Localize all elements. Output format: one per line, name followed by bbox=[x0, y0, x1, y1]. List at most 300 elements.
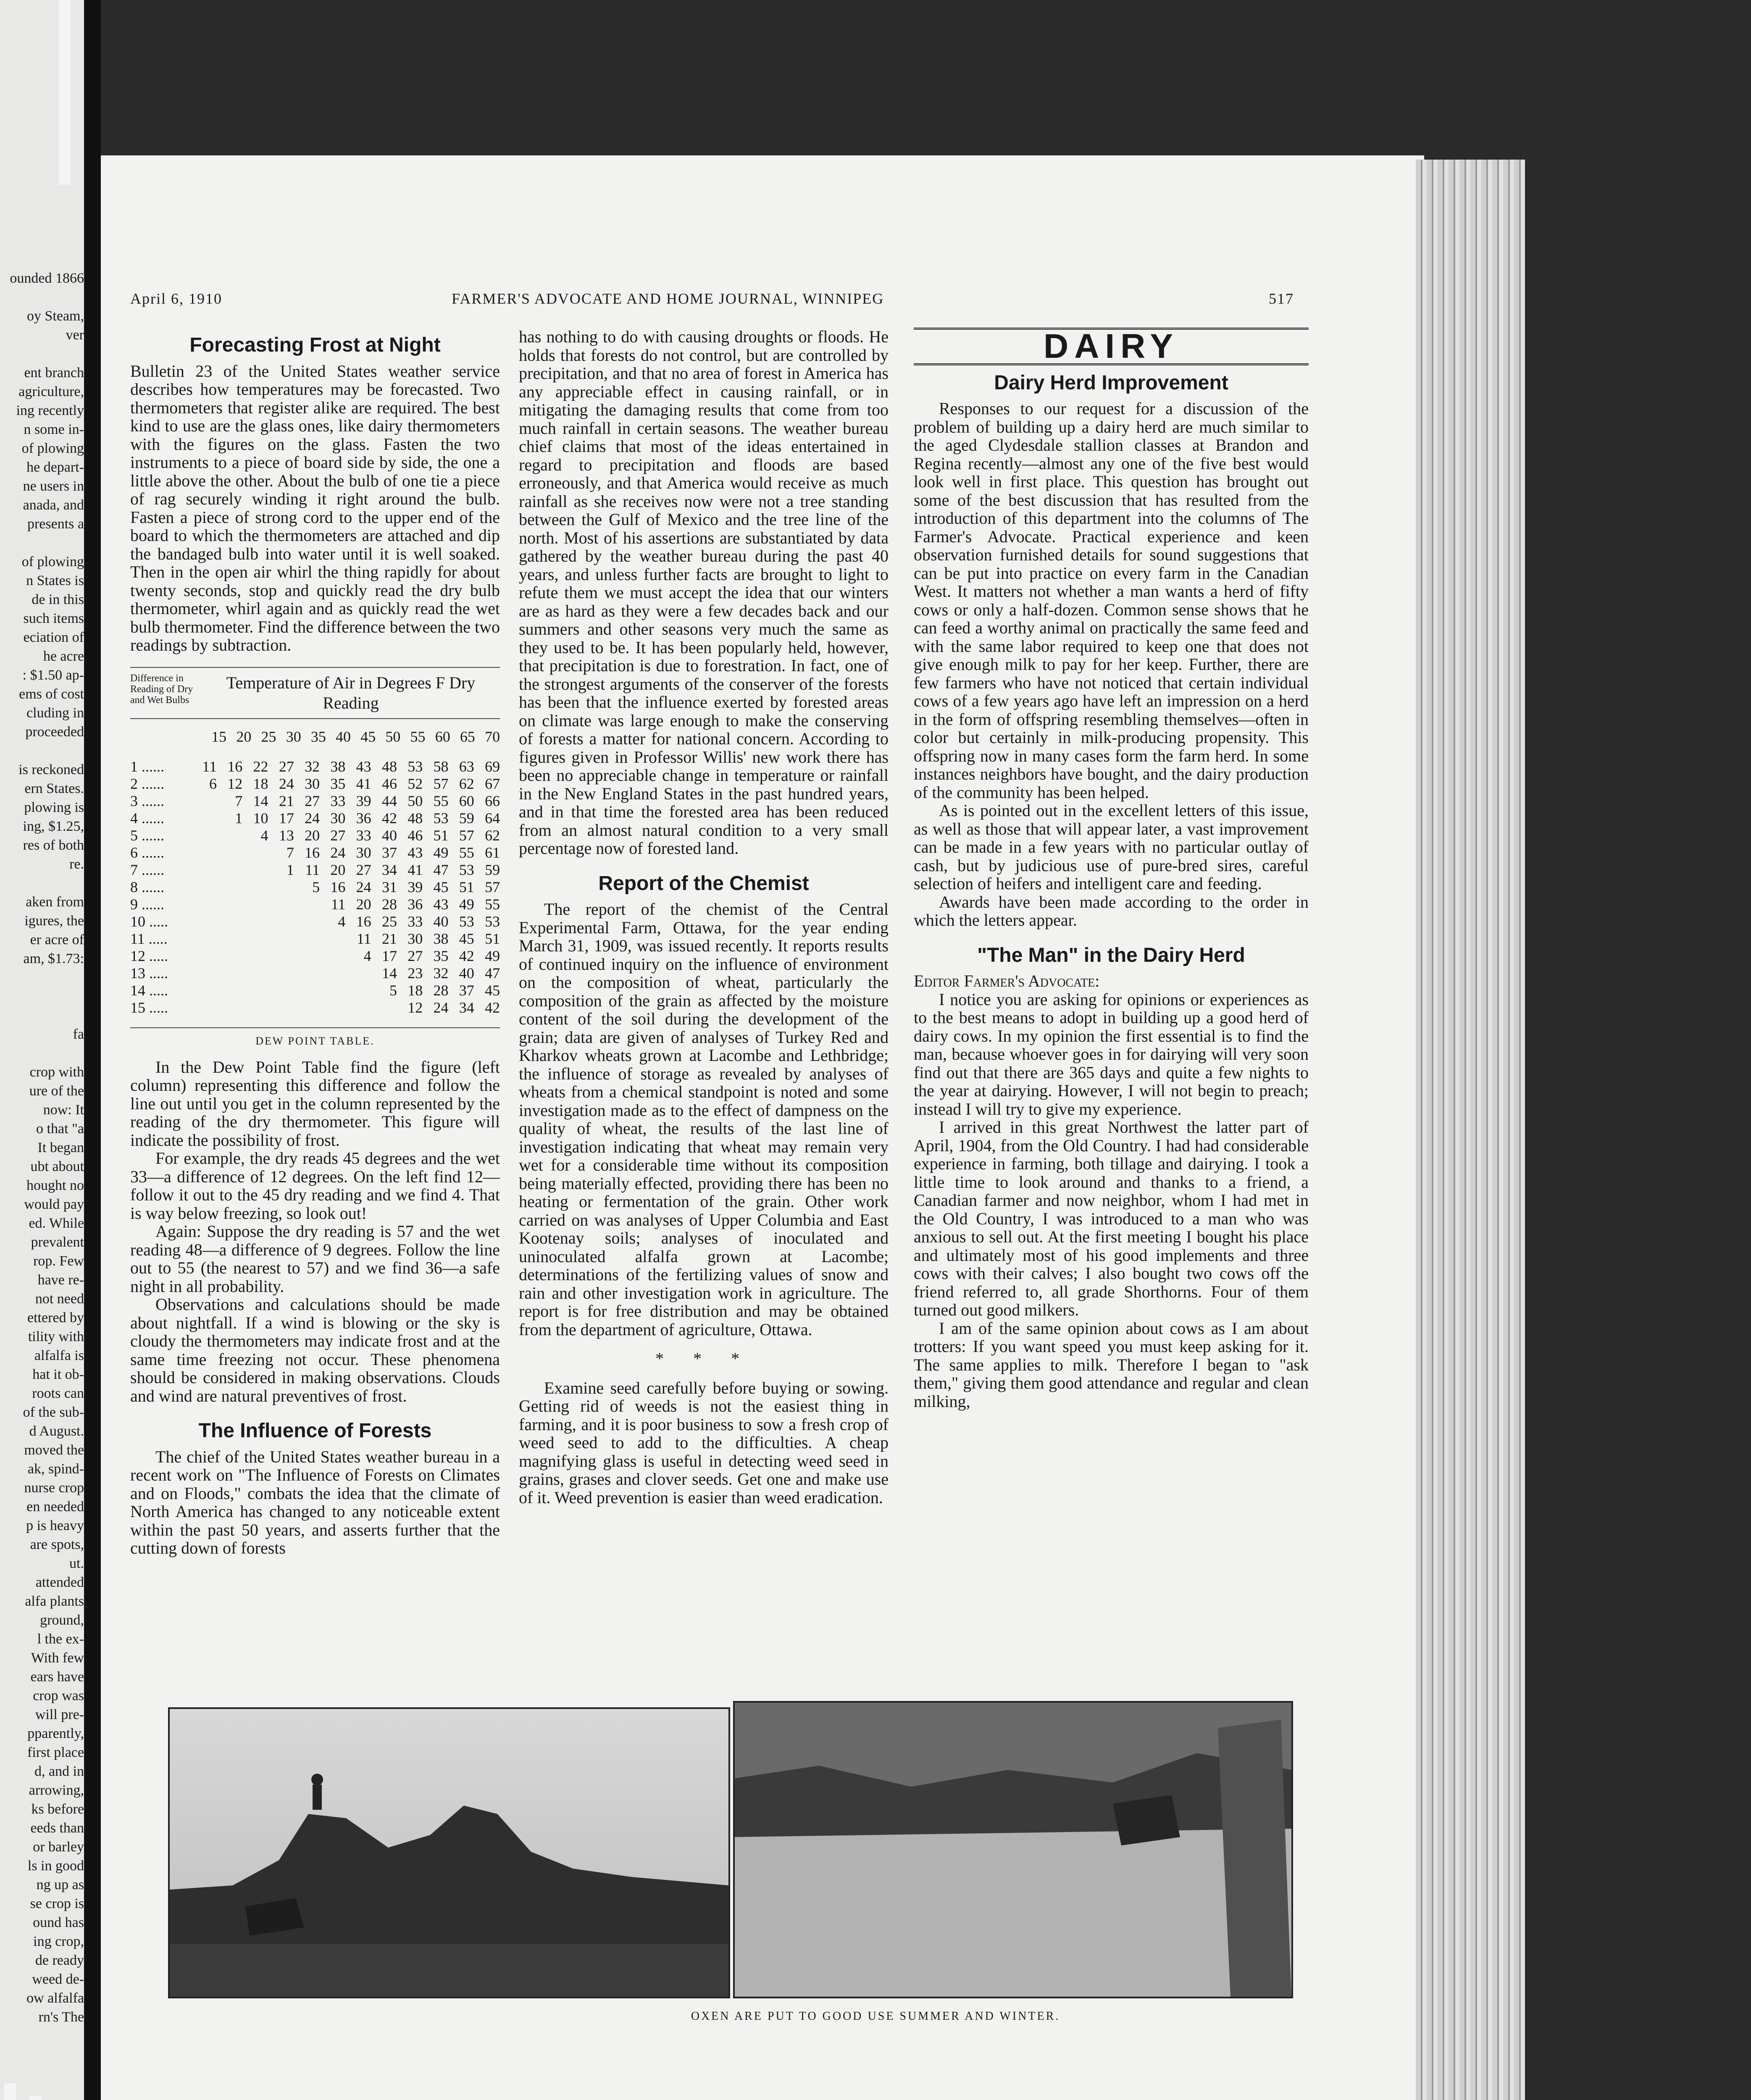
column-2 bbox=[519, 328, 889, 1507]
table-cell bbox=[242, 982, 268, 999]
table-cell: 21 bbox=[279, 792, 294, 809]
table-cell: 22 bbox=[253, 758, 268, 775]
table-cell: 27 bbox=[279, 758, 294, 775]
table-cell bbox=[294, 913, 320, 930]
left-page-line: ks before bbox=[31, 1801, 84, 1817]
table-cell bbox=[242, 913, 268, 930]
table-cell bbox=[268, 965, 294, 982]
left-page-line: alfalfa is bbox=[34, 1348, 84, 1363]
table-cell bbox=[371, 999, 397, 1016]
table-cell bbox=[320, 930, 345, 948]
left-page-line: eeds than bbox=[30, 1820, 84, 1836]
table-cell: 20 bbox=[305, 827, 320, 844]
left-page-line: will pre- bbox=[35, 1707, 84, 1722]
left-page-line: are spots, bbox=[30, 1537, 84, 1552]
left-page-line: attended bbox=[35, 1575, 84, 1590]
dew-paragraph: For example, the dry reads 45 degrees and the wet 33—a difference of 12 degrees. On the left find 12—follow it out to the 45 dry reading and we find 4. That is way below freezing, so look out! bbox=[130, 1149, 500, 1223]
left-page-line: would pay bbox=[24, 1197, 84, 1212]
row-label: 7 ...... bbox=[130, 861, 164, 878]
table-cell: 61 bbox=[485, 844, 500, 861]
table-cell: 50 bbox=[408, 792, 423, 809]
left-page-line: ls in good bbox=[27, 1858, 84, 1874]
editor-line: Editor Farmer's Advocate: bbox=[914, 971, 1100, 990]
left-page-line: roots can bbox=[32, 1386, 84, 1401]
table-row bbox=[130, 827, 500, 844]
table-cell bbox=[242, 948, 268, 965]
left-page-line: pparently, bbox=[27, 1726, 84, 1741]
table-row bbox=[130, 793, 500, 810]
table-cell bbox=[191, 999, 217, 1016]
table-cell: 27 bbox=[408, 947, 423, 964]
row-label: 3 ...... bbox=[130, 792, 164, 809]
table-cell bbox=[191, 948, 217, 965]
table-cell: 12 bbox=[227, 775, 243, 792]
scan-bar bbox=[4, 2083, 16, 2100]
table-cell: 47 bbox=[433, 861, 449, 878]
table-row bbox=[130, 879, 500, 896]
table-cell: 57 bbox=[433, 775, 449, 792]
table-cell bbox=[217, 896, 242, 913]
row-label: 14 ..... bbox=[130, 982, 168, 999]
left-page-line: crop was bbox=[33, 1688, 84, 1704]
left-page-line: he acre bbox=[43, 648, 84, 664]
left-page-line: anada, and bbox=[23, 497, 84, 513]
page-number: 517 bbox=[1269, 290, 1294, 307]
table-cell: 24 bbox=[305, 809, 320, 827]
table-cell: 69 bbox=[485, 758, 500, 775]
table-cell: 7 bbox=[235, 792, 243, 809]
chemist-paragraph: The report of the chemist of the Central Experimental Farm, Ottawa, for the year ending March 31, 1909, was issued recently. It reports results of continued inquiry on the influence of environment on the composition of wheat, particularly the composition of the grain as affected by the moisture content of the soil during the development of the grain; data are given of analyses of Turkey Red and Kharkov wheats grown at Lacombe and Lethbridge; the influence of storage as revealed by analyses of wheats from a chemical standpoint is noted and some investigation made as to the effect of dampness on the quality of wheat, the results of the last line of investigation indicating that wheat may remain very wet for a considerable time without its composition being materially effected, providing there has been no heating or fermentation of the grain. Other work carried on was analyses of Upper Columbia and East Kootenay soils; analyses of inoculated and uninoculated alfalfa grown at Lacombe; determinations of the fertilizing values of snow and rain and other investigation work in agriculture. The report is for free distribution and may be obtained from the department of agriculture, Ottawa. bbox=[519, 900, 889, 1339]
forests-paragraph: The chief of the United States weather bureau in a recent work on "The Influence of Forests on Climates and on Floods," combats the idea that the climate of North America has changed to any noticeable extent within the past 50 years, and asserts further that the cutting down of forests bbox=[130, 1447, 500, 1557]
table-cell bbox=[242, 965, 268, 982]
table-cell: 53 bbox=[408, 758, 423, 775]
table-cell: 5 bbox=[389, 982, 397, 999]
table-cell: 7 bbox=[286, 844, 294, 861]
table-cell bbox=[268, 982, 294, 999]
left-page-line: am, $1.73: bbox=[23, 951, 84, 966]
table-cell bbox=[242, 930, 268, 948]
left-page-line: ubt about bbox=[30, 1159, 84, 1174]
photo-caption: OXEN ARE PUT TO GOOD USE SUMMER AND WINTER. bbox=[691, 2010, 1060, 2023]
row-label: 11 ..... bbox=[130, 930, 168, 947]
dairy-section-title: DAIRY bbox=[1043, 327, 1179, 365]
herd-paragraph: Awards have been made according to the order in which the letters appear. bbox=[914, 892, 1309, 929]
dew-point-table bbox=[130, 667, 500, 1050]
man-paragraph: I notice you are asking for opinions or experiences as to the best means to adopt in building up a good herd of dairy cows. In my opinion the first essential is to find the man, because whoever goes in for dairying will very soon find out that there are 365 days and quite a few nights to the year at dairying. However, I will not begin to preach; instead I will try to give my experience. bbox=[914, 990, 1309, 1118]
table-cell: 36 bbox=[408, 895, 423, 913]
table-cell: 42 bbox=[381, 809, 397, 827]
table-cell: 32 bbox=[305, 758, 320, 775]
table-row bbox=[130, 965, 500, 982]
table-cell: 45 bbox=[433, 878, 449, 895]
table-cell: 38 bbox=[433, 930, 449, 947]
table-cell bbox=[191, 844, 217, 861]
table-cell: 49 bbox=[459, 895, 474, 913]
table-cell: 58 bbox=[433, 758, 449, 775]
table-cell: 30 bbox=[356, 844, 371, 861]
left-page-line: res of both bbox=[23, 837, 84, 853]
table-cell bbox=[268, 879, 294, 896]
left-page-line: ound has bbox=[33, 1915, 84, 1930]
table-cell: 37 bbox=[459, 982, 474, 999]
table-cell bbox=[345, 999, 371, 1016]
table-cell: 42 bbox=[459, 947, 474, 964]
table-cell: 31 bbox=[381, 878, 397, 895]
table-cell: 27 bbox=[330, 827, 346, 844]
table-cell bbox=[345, 965, 371, 982]
temp-header: Temperature of Air in Degrees F Dry Reading bbox=[226, 673, 476, 712]
left-page-line: ing, $1.25, bbox=[23, 819, 84, 834]
table-cell: 17 bbox=[279, 809, 294, 827]
table-cell bbox=[217, 844, 242, 861]
left-page-line: cluding in bbox=[26, 705, 84, 721]
row-label: 13 ..... bbox=[130, 964, 168, 982]
table-cell: 30 bbox=[330, 809, 346, 827]
left-page-line: ut. bbox=[69, 1556, 84, 1571]
table-cell: 41 bbox=[356, 775, 371, 792]
table-cell: 51 bbox=[485, 930, 500, 947]
table-cell: 33 bbox=[330, 792, 346, 809]
table-cell bbox=[268, 999, 294, 1016]
row-label: 10 ..... bbox=[130, 913, 168, 930]
scan-bar bbox=[29, 2096, 41, 2100]
table-cell: 38 bbox=[330, 758, 346, 775]
left-page-line: crop with bbox=[29, 1064, 84, 1080]
row-label: 9 ...... bbox=[130, 895, 164, 913]
table-cell: 62 bbox=[459, 775, 474, 792]
table-cell: 11 bbox=[356, 930, 371, 947]
table-cell: 51 bbox=[433, 827, 449, 844]
table-cell bbox=[191, 965, 217, 982]
left-page-line: moved the bbox=[24, 1442, 84, 1458]
left-page-line: ground, bbox=[40, 1612, 84, 1628]
table-cell: 35 bbox=[433, 947, 449, 964]
table-body bbox=[130, 758, 500, 1016]
table-cell: 30 bbox=[305, 775, 320, 792]
table-row bbox=[130, 948, 500, 965]
table-cell bbox=[320, 982, 345, 999]
table-cell: 48 bbox=[381, 758, 397, 775]
table-cell: 28 bbox=[381, 895, 397, 913]
left-page-line: nurse crop bbox=[24, 1480, 84, 1496]
table-cell: 55 bbox=[459, 844, 474, 861]
table-cell bbox=[191, 913, 217, 930]
left-page-line: ounded 1866 bbox=[10, 270, 84, 286]
table-cell: 23 bbox=[408, 964, 423, 982]
left-page-line: p is heavy bbox=[26, 1518, 84, 1533]
left-page-line: plowing is bbox=[24, 800, 84, 815]
table-cell: 16 bbox=[330, 878, 346, 895]
column-1 bbox=[130, 328, 500, 1557]
oxen-winter-photo bbox=[733, 1701, 1293, 1998]
left-page-line: proceeded bbox=[25, 724, 84, 740]
left-page-line: n some in- bbox=[24, 422, 84, 437]
herd-paragraph: Responses to our request for a discussion of the problem of building up a dairy herd are much similar to the aged Clydesdale stallion classes at Brandon and Regina recently—almost any one of the five best would look well in first place. This question has brought out some of the best discussion that has resulted from the introduction of this department into the columns of The Farmer's Advocate. Practical experience and keen observation furnished details for sound suggestions that can be put into practice on every farm in the Canadian West. It matters not whether a man wants a herd of fifty cows or only a half-dozen. Common sense shows that he can feed a worthy animal on practically the same feed and with the same labor required to keep one that does not give enough milk to pay for her keep. Further, there are few farmers who have not noticed that certain individual cows of a few years ago have left an impression on a herd in the form of offspring resembling themselves—often in color but certainly in milk-producing propensity. This offspring now in many cases form the farm herd. In some instances neighbors have bought, and the dairy production of the community has been helped. bbox=[914, 399, 1309, 802]
temp-heading-cell: 30 bbox=[286, 728, 301, 745]
left-page-line: se crop is bbox=[30, 1896, 84, 1911]
left-page-line: : $1.50 ap- bbox=[22, 667, 84, 683]
scan-bar bbox=[59, 0, 71, 185]
table-cell: 5 bbox=[312, 878, 320, 895]
table-cell: 45 bbox=[459, 930, 474, 947]
table-row bbox=[130, 896, 500, 913]
section-stars: * * * bbox=[655, 1349, 752, 1368]
table-cell: 24 bbox=[356, 878, 371, 895]
table-cell bbox=[217, 982, 242, 999]
table-cell bbox=[217, 913, 242, 930]
temp-heading-cell: 65 bbox=[460, 728, 475, 745]
table-cell bbox=[191, 793, 217, 810]
table-cell: 40 bbox=[459, 964, 474, 982]
table-cell: 59 bbox=[459, 809, 474, 827]
table-cell: 53 bbox=[485, 913, 500, 930]
left-page-line: hat it ob- bbox=[32, 1367, 84, 1382]
table-cell: 53 bbox=[459, 913, 474, 930]
table-cell: 18 bbox=[253, 775, 268, 792]
left-page-line: ent branch bbox=[24, 365, 84, 381]
left-page-line: ng up as bbox=[36, 1877, 84, 1893]
table-cell: 42 bbox=[485, 999, 500, 1016]
left-page-line: de ready bbox=[35, 1953, 84, 1968]
table-cell: 14 bbox=[381, 964, 397, 982]
book-edge bbox=[1416, 160, 1525, 2100]
table-cell: 27 bbox=[305, 792, 320, 809]
table-cell bbox=[217, 965, 242, 982]
left-page-line: of plowing bbox=[21, 554, 84, 570]
table-cell bbox=[294, 982, 320, 999]
table-cell bbox=[345, 982, 371, 999]
table-cell: 20 bbox=[356, 895, 371, 913]
table-row bbox=[130, 861, 500, 879]
table-row bbox=[130, 844, 500, 861]
table-row bbox=[130, 758, 500, 775]
left-page-line: of the sub- bbox=[23, 1404, 84, 1420]
table-cell bbox=[294, 999, 320, 1016]
row-label: 1 ...... bbox=[130, 758, 164, 775]
table-cell: 52 bbox=[408, 775, 423, 792]
table-cell bbox=[320, 999, 345, 1016]
table-cell: 24 bbox=[330, 844, 346, 861]
table-cell bbox=[268, 913, 294, 930]
left-page-line: alfa plants bbox=[25, 1593, 84, 1609]
table-cell: 28 bbox=[433, 982, 449, 999]
left-page-line: With few bbox=[31, 1650, 84, 1666]
temp-heading-cell: 50 bbox=[385, 728, 401, 745]
left-page-line: not need bbox=[35, 1291, 84, 1307]
table-cell: 66 bbox=[485, 792, 500, 809]
table-cell bbox=[217, 999, 242, 1016]
table-cell: 1 bbox=[235, 809, 243, 827]
table-cell bbox=[217, 827, 242, 844]
table-cell bbox=[242, 896, 268, 913]
journal-title: FARMER'S ADVOCATE AND HOME JOURNAL, WINNIPEG bbox=[452, 290, 884, 307]
table-cell: 49 bbox=[433, 844, 449, 861]
left-page-line: have re- bbox=[37, 1272, 84, 1288]
left-page-line: ed. While bbox=[29, 1215, 84, 1231]
table-cell bbox=[268, 948, 294, 965]
left-page-line: ettered by bbox=[27, 1310, 84, 1326]
left-page-line: It began bbox=[37, 1140, 84, 1155]
table-cell: 34 bbox=[381, 861, 397, 878]
man-paragraph: I arrived in this great Northwest the latter part of April, 1904, from the Old Country. I had had considerable experience in farming, both tillage and dairying. I took a little time to look around and thanks to a friend, a Canadian farmer and now neighbor, whom I had met in the Old Country, I was introduced to a man who was anxious to sell out. At the first meeting I bought his place and ultimately most of his good implements and three cows with their calves; I also bought two cows off the friend referred to, all grade Shorthorns. Four of them turned out good milkers. bbox=[914, 1118, 1309, 1319]
table-cell bbox=[191, 827, 217, 844]
left-page-line: ver bbox=[66, 327, 84, 343]
table-cell bbox=[217, 930, 242, 948]
table-cell: 16 bbox=[356, 913, 371, 930]
table-cell: 41 bbox=[408, 861, 423, 878]
table-cell: 4 bbox=[260, 827, 268, 844]
dew-table-caption: DEW POINT TABLE. bbox=[130, 1027, 500, 1050]
left-page-line: or barley bbox=[33, 1839, 84, 1855]
table-cell: 20 bbox=[330, 861, 346, 878]
table-cell: 45 bbox=[485, 982, 500, 999]
temp-heading-cell: 20 bbox=[236, 728, 252, 745]
left-page-line: ne users in bbox=[23, 478, 84, 494]
left-page-line: prevalent bbox=[31, 1234, 84, 1250]
table-cell: 44 bbox=[381, 792, 397, 809]
table-cell: 6 bbox=[209, 775, 217, 792]
dew-paragraph: Again: Suppose the dry reading is 57 and the wet reading 48—a difference of 9 degrees. Follow the line out to 55 (the nearest to 57) and we find 36—a safe night in all probability. bbox=[130, 1222, 500, 1296]
chemist-heading: Report of the Chemist bbox=[598, 872, 809, 895]
table-cell: 1 bbox=[286, 861, 294, 878]
table-cell: 4 bbox=[338, 913, 346, 930]
left-page-line: l the ex- bbox=[37, 1631, 84, 1647]
table-cell bbox=[191, 896, 217, 913]
table-cell bbox=[242, 999, 268, 1016]
table-cell bbox=[242, 861, 268, 879]
table-cell: 53 bbox=[433, 809, 449, 827]
table-cell: 18 bbox=[408, 982, 423, 999]
table-cell: 46 bbox=[408, 827, 423, 844]
left-page-line: re. bbox=[69, 856, 84, 872]
oxen-summer-photo bbox=[168, 1707, 730, 1998]
left-page-line: rop. Few bbox=[33, 1253, 84, 1269]
table-cell bbox=[191, 861, 217, 879]
diff-header: Difference in Reading of Dry and Wet Bulbs bbox=[130, 672, 193, 706]
temp-heading-cell: 70 bbox=[485, 728, 500, 745]
table-cell: 36 bbox=[356, 809, 371, 827]
table-cell bbox=[191, 810, 217, 827]
table-row bbox=[130, 930, 500, 948]
table-cell bbox=[294, 965, 320, 982]
table-cell: 67 bbox=[485, 775, 500, 792]
left-page-line: of plowing bbox=[21, 441, 84, 456]
table-row bbox=[130, 913, 500, 930]
table-cell bbox=[294, 896, 320, 913]
man-heading: "The Man" in the Dairy Herd bbox=[977, 944, 1245, 966]
row-label: 8 ...... bbox=[130, 878, 164, 895]
seed-paragraph: Examine seed carefully before buying or sowing. Getting rid of weeds is not the easiest thing in farming, and it is poor business to sow a fresh crop of weed seed to add to the difficulties. A cheap magnifying glass is useful in detecting weed seed in grains, grases and clover seeds. Get one and make use of it. Weed prevention is easier than weed eradication. bbox=[519, 1378, 889, 1507]
left-page-line: en needed bbox=[26, 1499, 84, 1515]
left-page-line: fa bbox=[73, 1026, 84, 1042]
table-cell: 16 bbox=[305, 844, 320, 861]
table-cell: 13 bbox=[279, 827, 294, 844]
table-cell: 11 bbox=[305, 861, 320, 878]
left-page-line: ak, spind- bbox=[27, 1461, 84, 1477]
left-page-line: oy Steam, bbox=[27, 308, 84, 324]
left-page-line: er acre of bbox=[30, 932, 84, 948]
table-cell bbox=[217, 861, 242, 879]
table-cell: 57 bbox=[485, 878, 500, 895]
table-cell: 43 bbox=[433, 895, 449, 913]
forests-continued: has nothing to do with causing droughts or floods. He holds that forests do not control, but are controlled by precipitation, and that no area of forest in America has any appreciable effect in causing rainfall, or in mitigating the damaging results that come from too much rainfall in certain seasons. The weather bureau chief claims that most of the ideas entertained in regard to precipitation and floods are based erroneously, and that America would receive as much rainfall as she receives now were not a tree standing between the Gulf of Mexico and the tree line of the north. Most of his assertions are substantiated by data gathered by the weather bureau during the past 40 years, and unless further facts are brought to light to refute them we must accept the idea that our winters are as hard as they were a few decades back and our summers and other seasons very much the same as they used to be. It has been popularly held, however, that precipitation is due to forestration. In fact, one of the strongest arguments of the conserver of the forests has been that the influence exerted by forested areas on climate was large enough to make the conserving of forests a matter for national concern. According to figures given in Professor Willis' new work there has been no appreciable change in temperature or rainfall in the New England States in the past hundred years, and in that time the forested area has been reduced from an almost natural condition to a very small percentage now of forested land. bbox=[519, 327, 889, 858]
row-label: 15 ..... bbox=[130, 999, 168, 1016]
left-page-line: arrowing, bbox=[29, 1782, 84, 1798]
table-cell bbox=[294, 930, 320, 948]
temp-heading-cell: 15 bbox=[211, 728, 227, 745]
dew-paragraph: Observations and calculations should be made about nightfall. If a wind is blowing or the sky is cloudy the thermometers may indicate frost and at the same time freezing not occur. These phenomena should be considered in making observations. Clouds and wind are natural preventives of frost. bbox=[130, 1295, 500, 1405]
table-cell: 39 bbox=[356, 792, 371, 809]
row-label: 6 ...... bbox=[130, 844, 164, 861]
table-cell: 21 bbox=[381, 930, 397, 947]
table-cell bbox=[217, 879, 242, 896]
frost-heading: Forecasting Frost at Night bbox=[189, 334, 441, 356]
table-cell: 55 bbox=[433, 792, 449, 809]
left-page-line: aken from bbox=[26, 894, 84, 910]
left-page-line: d August. bbox=[29, 1423, 84, 1439]
table-cell: 25 bbox=[381, 913, 397, 930]
table-cell: 43 bbox=[356, 758, 371, 775]
table-cell: 35 bbox=[330, 775, 346, 792]
row-label: 12 ..... bbox=[130, 947, 168, 964]
table-cell: 59 bbox=[485, 861, 500, 878]
table-cell bbox=[294, 948, 320, 965]
table-cell bbox=[320, 948, 345, 965]
table-row bbox=[130, 999, 500, 1016]
frost-paragraph: Bulletin 23 of the United States weather service describes how temperatures may be forecasted. Two thermometers that register alike are required. The best kind to use are the glass ones, like dairy thermometers with the figures on the glass. Fasten the two instruments to a piece of board side by side, the one a little above the other. About the bulb of one tie a piece of rag securely winding it right around the bulb. Fasten a piece of strong cord to the upper end of the board to which the thermometers are attached and dip the bandaged bulb into water until it is well soaked. Then in the open air whirl the thing rapidly for about twenty seconds, stop and quickly read the dry bulb thermometer, whirl again and as quickly read the wet bulb thermometer. Find the difference between the two readings by subtraction. bbox=[130, 361, 500, 654]
left-page-line: such items bbox=[23, 611, 84, 626]
table-cell: 34 bbox=[459, 999, 474, 1016]
table-cell: 30 bbox=[408, 930, 423, 947]
row-label: 5 ...... bbox=[130, 827, 164, 844]
column-3 bbox=[914, 328, 1309, 1410]
temps-row bbox=[202, 728, 500, 746]
table-cell: 46 bbox=[381, 775, 397, 792]
issue-date: April 6, 1910 bbox=[130, 290, 222, 307]
table-cell: 53 bbox=[459, 861, 474, 878]
herd-heading: Dairy Herd Improvement bbox=[994, 371, 1228, 394]
left-page-line: o that "a bbox=[36, 1121, 84, 1137]
table-cell bbox=[191, 930, 217, 948]
table-cell: 62 bbox=[485, 827, 500, 844]
row-label: 4 ...... bbox=[130, 809, 164, 827]
temp-heading-cell: 35 bbox=[310, 728, 326, 745]
left-page-line: d, and in bbox=[34, 1764, 84, 1779]
left-page-line: ing crop, bbox=[33, 1934, 84, 1949]
table-cell: 16 bbox=[227, 758, 243, 775]
table-row bbox=[130, 982, 500, 999]
left-page-line: ern States. bbox=[24, 781, 84, 796]
table-cell: 11 bbox=[331, 895, 346, 913]
table-cell: 51 bbox=[459, 878, 474, 895]
left-page-line: agriculture, bbox=[18, 384, 84, 399]
table-cell bbox=[320, 965, 345, 982]
table-cell: 40 bbox=[433, 913, 449, 930]
temp-heading-cell: 60 bbox=[435, 728, 450, 745]
table-row bbox=[130, 775, 500, 793]
table-cell: 55 bbox=[485, 895, 500, 913]
table-cell: 40 bbox=[381, 827, 397, 844]
left-page-line: tility with bbox=[28, 1329, 84, 1344]
table-cell: 43 bbox=[408, 844, 423, 861]
table-cell: 37 bbox=[381, 844, 397, 861]
table-cell: 39 bbox=[408, 878, 423, 895]
table-cell: 10 bbox=[253, 809, 268, 827]
left-page-line: ing recently bbox=[16, 403, 84, 418]
table-cell bbox=[217, 948, 242, 965]
table-cell: 32 bbox=[433, 964, 449, 982]
left-page-line: eciation of bbox=[23, 630, 84, 645]
